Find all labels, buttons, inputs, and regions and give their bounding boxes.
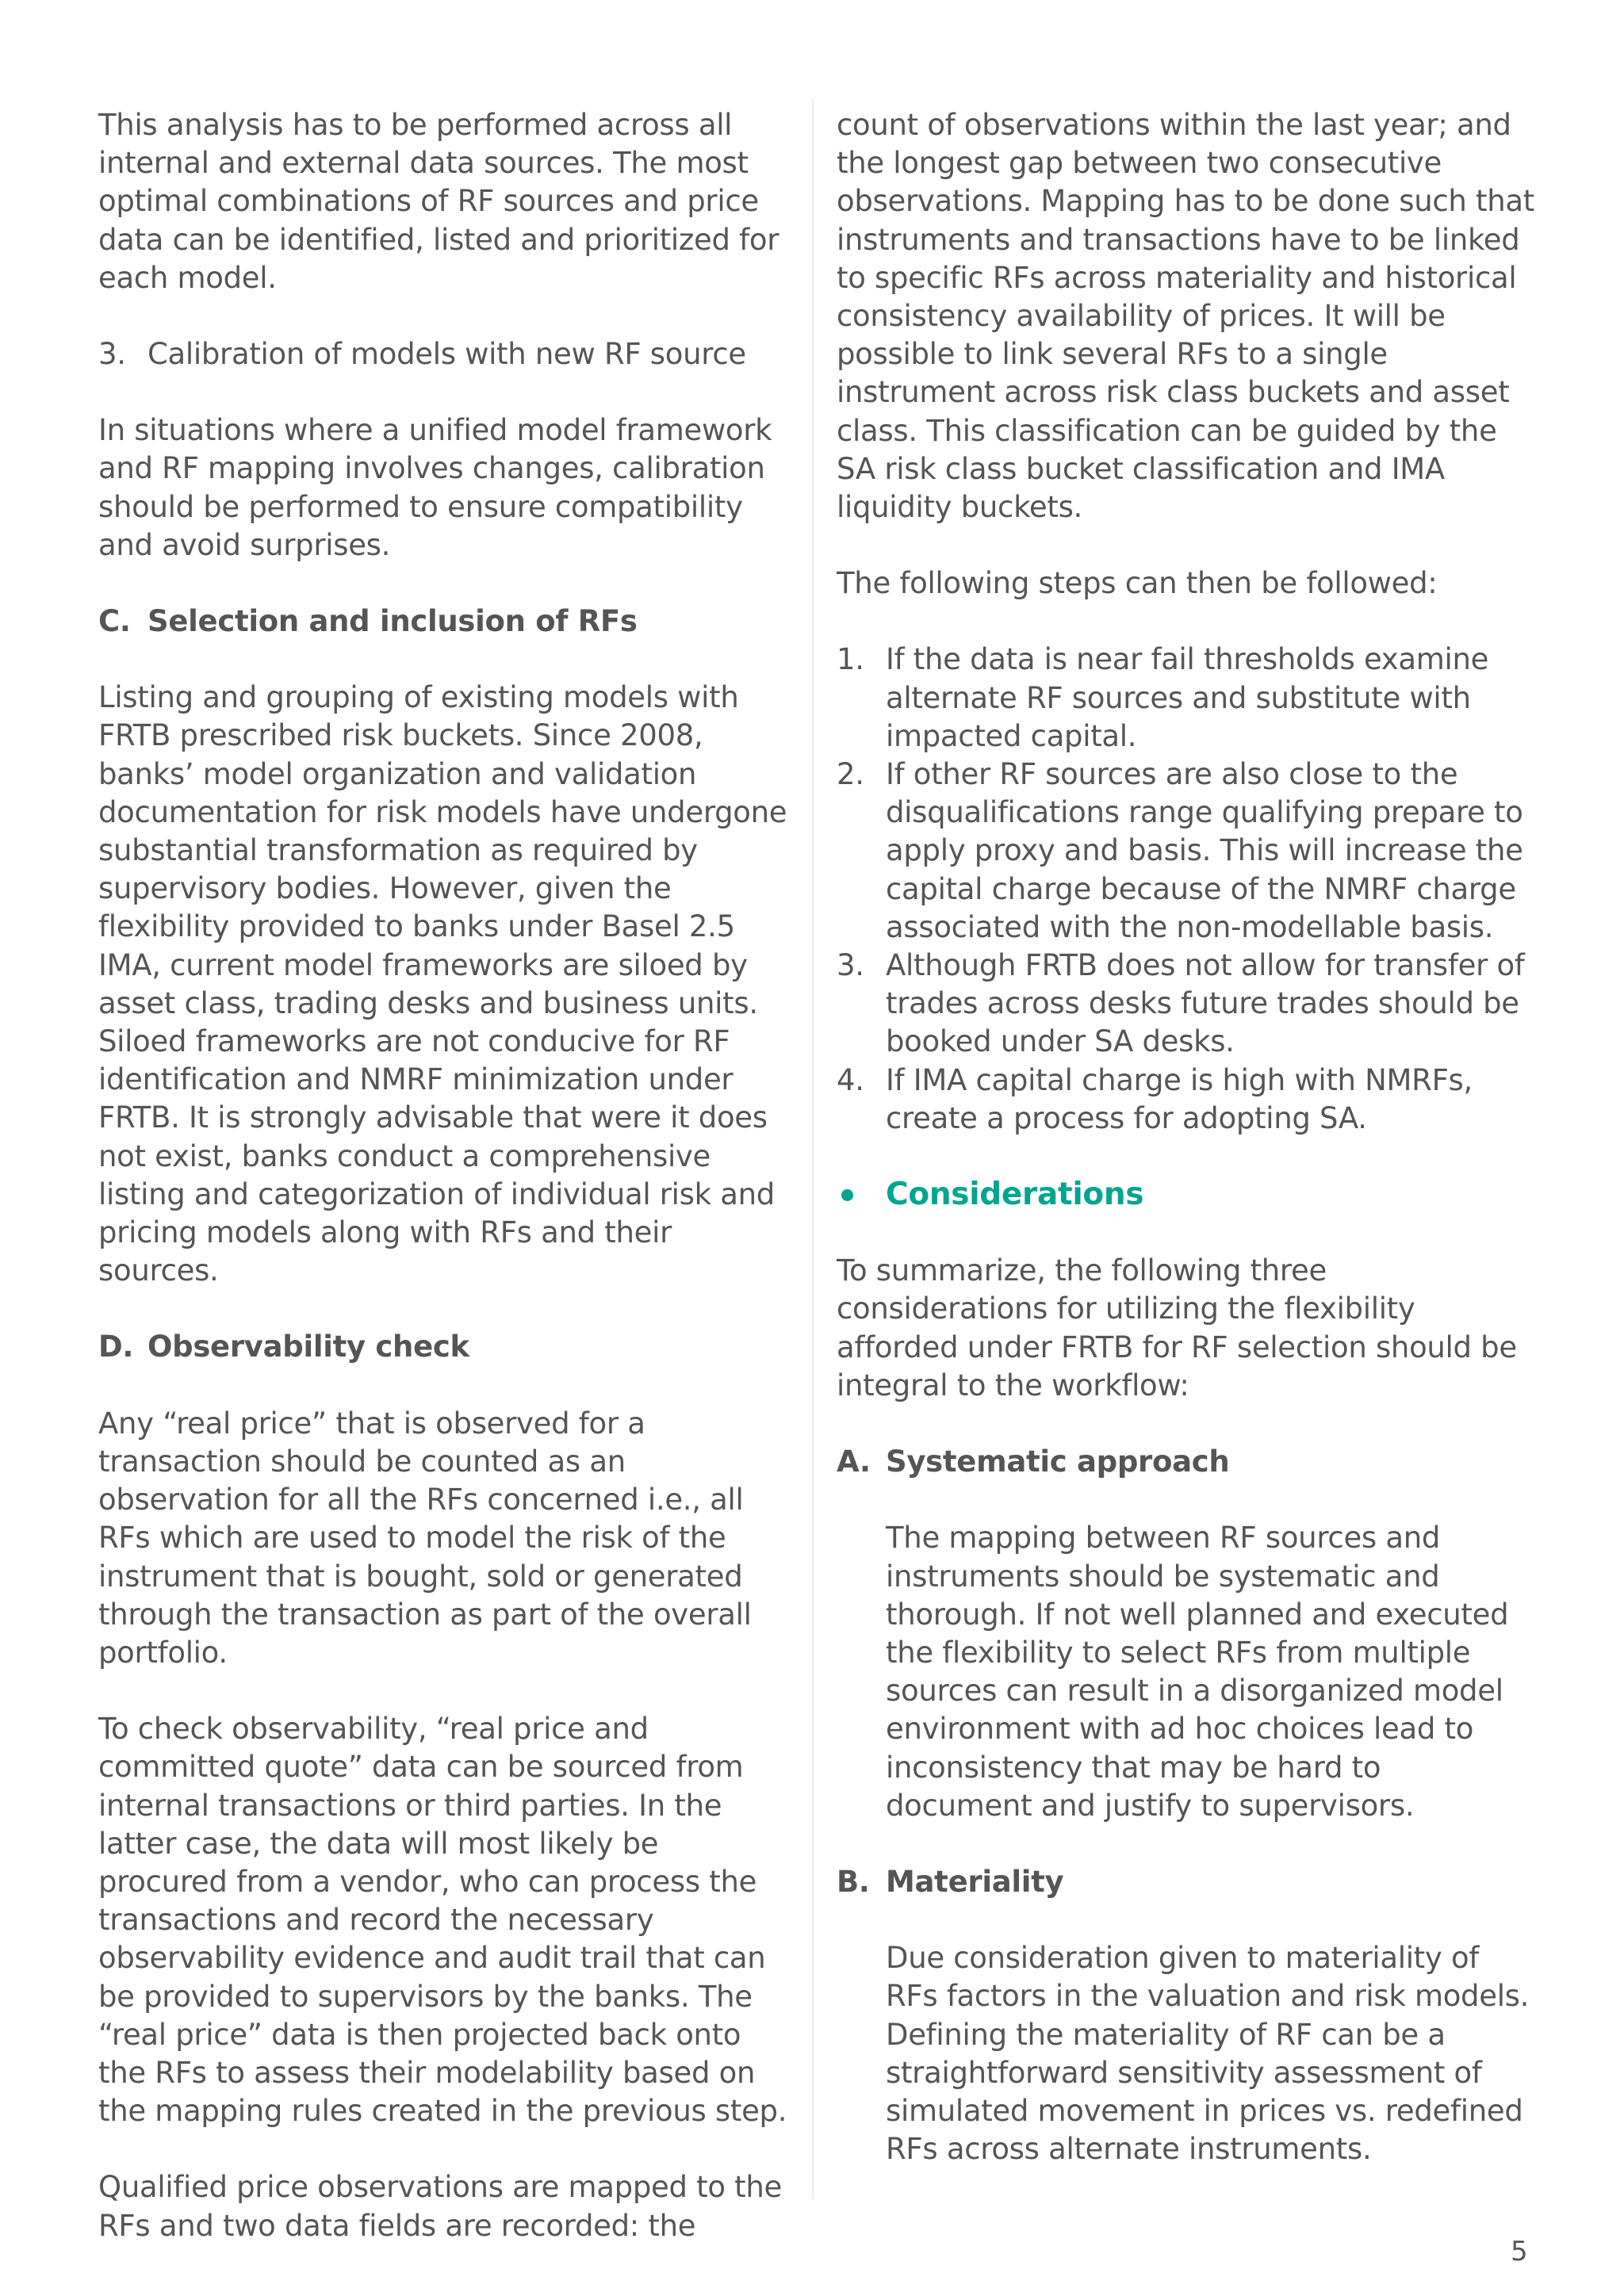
list-number: 3. <box>837 948 864 983</box>
paragraph-analysis: This analysis has to be performed across all internal and external data sources. The most optimal combinations of RF sources and price data can be identified, listed and prioritized for each model. <box>98 108 779 295</box>
section-label: C. <box>98 604 131 639</box>
paragraph-materiality: Due consideration given to materiality of RFs factors in the valuation and risk models. Defining the materiality of RF can be a straightforward sensitivity assessment of simulated movement in prices vs. redefined RFs across alternate instruments. <box>886 1941 1530 2167</box>
section-title: Systematic approach <box>886 1445 1230 1479</box>
paragraph-calibration: In situations where a unified model framework and RF mapping involves changes, calibration should be performed to ensure compatibility and avoid surprises. <box>98 413 772 562</box>
left-column <box>98 106 796 2283</box>
section-heading-systematic <box>837 1443 1534 1481</box>
section-title: Materiality <box>886 1864 1064 1899</box>
paragraph-summarize: To summarize, the following three considerations for utilizing the flexibility afforded under FRTB for RF selection should be integral to the workflow: <box>837 1253 1517 1402</box>
column-divider <box>812 98 814 2199</box>
bullet-icon <box>841 1189 853 1201</box>
right-column <box>837 106 1534 2206</box>
section-title: Observability check <box>147 1330 469 1364</box>
paragraph-steps-intro: The following steps can then be followed: <box>837 566 1438 601</box>
list-number: 2. <box>837 757 864 792</box>
list-item-calibration <box>98 335 796 373</box>
section-heading-selection <box>98 603 796 641</box>
section-label: D. <box>98 1330 134 1364</box>
list-text: If the data is near fail thresholds examine alternate RF sources and substitute with impacted capital. <box>886 642 1489 753</box>
paragraph-real-price: Any “real price” that is observed for a transaction should be counted as an observation for all the RFs concerned i.e., all RFs which are used to model the risk of the instrument that is bought, sold or generated through the transaction as part of the overall portfolio. <box>98 1406 752 1670</box>
paragraph-mapping: The mapping between RF sources and instruments should be systematic and thorough. If not well planned and executed the flexibility to select RFs from multiple sources can result in a disorganized model environment with ad hoc choices lead to inconsistency that may be hard to document and justify to supervisors. <box>886 1521 1509 1823</box>
considerations-title: Considerations <box>886 1177 1144 1213</box>
list-text: Although FRTB does not allow for transfer of trades across desks future trades should be booked under SA desks. <box>886 948 1525 1059</box>
list-number: 3. <box>98 337 126 372</box>
paragraph-listing: Listing and grouping of existing models with FRTB prescribed risk buckets. Since 2008, banks’ model organization and validation documentation for risk models have undergone substantial transformation as required by supervisory bodies. However, given the flexibility provided to banks under Basel 2.5 IMA, current model frameworks are siloed by asset class, trading desks and business units. Siloed frameworks are not conducive for RF identification and NMRF minimization under FRTB. It is strongly advisable that were it does not exist, banks conduct a comprehensive listing and categorization of individual risk and pricing models along with RFs and their sources. <box>98 680 787 1288</box>
section-heading-observability <box>98 1328 796 1366</box>
section-label: A. <box>837 1445 871 1479</box>
section-title: Selection and inclusion of RFs <box>147 604 638 639</box>
list-item <box>837 1062 1534 1138</box>
paragraph-count: count of observations within the last year; and the longest gap between two consecutive observations. Mapping has to be done such that instruments and transactions have to be linked to specific RFs across materiality and historical consistency availability of prices. It will be possible to link several RFs to a single instrument across risk class buckets and asset class. This classification can be guided by the SA risk class bucket classification and IMA liquidity buckets. <box>837 108 1534 525</box>
section-label: B. <box>837 1864 870 1899</box>
list-text: If IMA capital charge is high with NMRFs, create a process for adopting SA. <box>886 1062 1473 1135</box>
list-number: 1. <box>837 642 864 677</box>
list-number: 4. <box>837 1062 864 1097</box>
list-text: Calibration of models with new RF source <box>147 337 746 372</box>
section-heading-materiality <box>837 1863 1534 1901</box>
considerations-heading <box>837 1176 1534 1214</box>
list-item <box>837 756 1534 947</box>
steps-list <box>837 641 1534 1138</box>
list-item <box>837 947 1534 1062</box>
paragraph-check-observability: To check observability, “real price and committed quote” data can be sourced from internal transactions or third parties. In the latter case, the data will most likely be procured from a vendor, who can process the transactions and record the necessary observability evidence and audit trail that can be provided to supervisors by the banks. The “real price” data is then projected back onto the RFs to assess their modelability based on the mapping rules created in the previous step. <box>98 1712 787 2129</box>
list-text: If other RF sources are also close to the disqualifications range qualifying prepare to apply proxy and basis. This will increase the capital charge because of the NMRF charge associated with the non-modellable basis. <box>886 757 1523 944</box>
page-number: 5 <box>1511 2236 1528 2267</box>
paragraph-qualified: Qualified price observations are mapped to the RFs and two data fields are recorded: the <box>98 2170 782 2243</box>
list-item <box>837 641 1534 756</box>
